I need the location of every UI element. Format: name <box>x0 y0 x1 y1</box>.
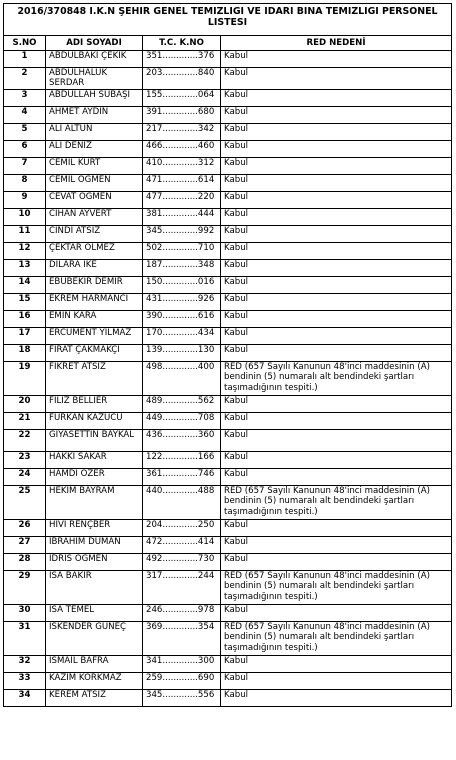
row-number: 14 <box>4 277 46 294</box>
table-row <box>4 90 452 107</box>
tc-number: 155.............064 <box>143 90 221 107</box>
red-reason: Kabul <box>221 175 452 192</box>
red-reason: Kabul <box>221 158 452 175</box>
row-number: 4 <box>4 107 46 124</box>
person-name: FIRAT ÇAKMAKÇI <box>46 345 143 362</box>
header-name: ADI SOYADI <box>46 36 143 51</box>
tc-number: 341.............300 <box>143 656 221 673</box>
person-name: CİNDİ ATSIZ <box>46 226 143 243</box>
tc-number: 203.............840 <box>143 68 221 90</box>
tc-number: 139.............130 <box>143 345 221 362</box>
tc-number: 187.............348 <box>143 260 221 277</box>
tc-number: 150.............016 <box>143 277 221 294</box>
tc-number: 345.............992 <box>143 226 221 243</box>
table-row <box>4 226 452 243</box>
person-name: ÇEKTAR ÖLMEZ <box>46 243 143 260</box>
tc-number: 217.............342 <box>143 124 221 141</box>
red-reason: Kabul <box>221 520 452 537</box>
table-row <box>4 469 452 486</box>
tc-number: 122.............166 <box>143 452 221 469</box>
table-row <box>4 486 452 520</box>
red-reason: Kabul <box>221 107 452 124</box>
table-row <box>4 605 452 622</box>
person-name: HAMDİ ÖZER <box>46 469 143 486</box>
table-row <box>4 260 452 277</box>
tc-number: 317.............244 <box>143 571 221 605</box>
person-name: ALİ DENİZ <box>46 141 143 158</box>
red-reason: Kabul <box>221 68 452 90</box>
tc-number: 492.............730 <box>143 554 221 571</box>
row-number: 13 <box>4 260 46 277</box>
tc-number: 391.............680 <box>143 107 221 124</box>
row-number: 8 <box>4 175 46 192</box>
row-number: 33 <box>4 673 46 690</box>
personnel-table <box>3 3 452 707</box>
red-reason: Kabul <box>221 294 452 311</box>
person-name: FİLİZ BELLİER <box>46 396 143 413</box>
row-number: 5 <box>4 124 46 141</box>
tc-number: 471.............614 <box>143 175 221 192</box>
table-row <box>4 311 452 328</box>
row-number: 16 <box>4 311 46 328</box>
person-name: HEKİM BAYRAM <box>46 486 143 520</box>
table-row <box>4 124 452 141</box>
table-row <box>4 571 452 605</box>
row-number: 30 <box>4 605 46 622</box>
row-number: 32 <box>4 656 46 673</box>
table-title: 2016/370848 I.K.N ŞEHIR GENEL TEMIZLIGI VE IDARI BINA TEMIZLIGI PERSONEL LISTESI <box>4 4 452 36</box>
table-row <box>4 158 452 175</box>
red-reason: Kabul <box>221 430 452 452</box>
person-name: FİKRET ATSIZ <box>46 362 143 396</box>
person-name: EMİN KARA <box>46 311 143 328</box>
row-number: 22 <box>4 430 46 452</box>
red-reason: Kabul <box>221 124 452 141</box>
person-name: İSKENDER GÜNEÇ <box>46 622 143 656</box>
tc-number: 361.............746 <box>143 469 221 486</box>
person-name: ABDULLAH SUBAŞI <box>46 90 143 107</box>
person-name: HAKKI SAKAR <box>46 452 143 469</box>
person-name: İBRAHİM DUMAN <box>46 537 143 554</box>
red-reason: Kabul <box>221 452 452 469</box>
tc-number: 436.............360 <box>143 430 221 452</box>
table-row <box>4 345 452 362</box>
header-reason: RED NEDENİ <box>221 36 452 51</box>
row-number: 18 <box>4 345 46 362</box>
header-tc: T.C. K.NO <box>143 36 221 51</box>
table-row <box>4 554 452 571</box>
person-name: İSA BAKIR <box>46 571 143 605</box>
tc-number: 498.............400 <box>143 362 221 396</box>
tc-number: 449.............708 <box>143 413 221 430</box>
person-name: CEMİL KURT <box>46 158 143 175</box>
table-row <box>4 175 452 192</box>
person-name: ABDULHALUK SERDAR <box>46 68 143 90</box>
person-name: KAZIM KORKMAZ <box>46 673 143 690</box>
red-reason: Kabul <box>221 605 452 622</box>
red-reason: Kabul <box>221 673 452 690</box>
row-number: 27 <box>4 537 46 554</box>
person-name: HİVİ RENÇBER <box>46 520 143 537</box>
table-row <box>4 209 452 226</box>
row-number: 7 <box>4 158 46 175</box>
tc-number: 259.............690 <box>143 673 221 690</box>
red-reason: Kabul <box>221 396 452 413</box>
red-reason: Kabul <box>221 469 452 486</box>
person-name: GIYASETTİN BAYKAL <box>46 430 143 452</box>
table-row <box>4 520 452 537</box>
person-name: CEMİL ÖĞMEN <box>46 175 143 192</box>
table-row <box>4 107 452 124</box>
row-number: 28 <box>4 554 46 571</box>
table-row <box>4 277 452 294</box>
table-row <box>4 243 452 260</box>
table-row <box>4 51 452 68</box>
red-reason: Kabul <box>221 328 452 345</box>
tc-number: 466.............460 <box>143 141 221 158</box>
tc-number: 440.............488 <box>143 486 221 520</box>
table-row <box>4 413 452 430</box>
red-reason: Kabul <box>221 311 452 328</box>
table-row <box>4 396 452 413</box>
tc-number: 472.............414 <box>143 537 221 554</box>
person-name: İDRİS ÖĞMEN <box>46 554 143 571</box>
red-reason: Kabul <box>221 209 452 226</box>
table-row <box>4 656 452 673</box>
row-number: 12 <box>4 243 46 260</box>
table-body <box>4 51 452 707</box>
table-row <box>4 294 452 311</box>
table-row <box>4 673 452 690</box>
table-row <box>4 622 452 656</box>
row-number: 31 <box>4 622 46 656</box>
table-row <box>4 68 452 90</box>
table-row <box>4 430 452 452</box>
tc-number: 170.............434 <box>143 328 221 345</box>
person-name: İSA TEMEL <box>46 605 143 622</box>
row-number: 10 <box>4 209 46 226</box>
row-number: 29 <box>4 571 46 605</box>
red-reason: RED (657 Sayılı Kanunun 48'inci maddesinin (A) bendinin (5) numaralı alt bendindeki şartları taşımadığının tespiti.) <box>221 622 452 656</box>
red-reason: Kabul <box>221 90 452 107</box>
row-number: 20 <box>4 396 46 413</box>
header-sno: S.NO <box>4 36 46 51</box>
red-reason: Kabul <box>221 345 452 362</box>
row-number: 2 <box>4 68 46 90</box>
person-name: CİHAN AYVERT <box>46 209 143 226</box>
red-reason: RED (657 Sayılı Kanunun 48'inci maddesinin (A) bendinin (5) numaralı alt bendindeki şartları taşımadığının tespiti.) <box>221 362 452 396</box>
row-number: 34 <box>4 690 46 707</box>
person-name: ALİ ALTUN <box>46 124 143 141</box>
red-reason: Kabul <box>221 656 452 673</box>
tc-number: 410.............312 <box>143 158 221 175</box>
table-row <box>4 452 452 469</box>
table-row <box>4 192 452 209</box>
person-name: AHMET AYDIN <box>46 107 143 124</box>
tc-number: 345.............556 <box>143 690 221 707</box>
table-row <box>4 328 452 345</box>
tc-number: 381.............444 <box>143 209 221 226</box>
tc-number: 390.............616 <box>143 311 221 328</box>
table-row <box>4 690 452 707</box>
row-number: 6 <box>4 141 46 158</box>
tc-number: 489.............562 <box>143 396 221 413</box>
document-page <box>3 3 451 707</box>
person-name: ABDULBAKİ ÇEKİK <box>46 51 143 68</box>
row-number: 19 <box>4 362 46 396</box>
red-reason: Kabul <box>221 690 452 707</box>
red-reason: RED (657 Sayılı Kanunun 48'inci maddesinin (A) bendinin (5) numaralı alt bendindeki şartları taşımadığının tespiti.) <box>221 486 452 520</box>
row-number: 1 <box>4 51 46 68</box>
row-number: 9 <box>4 192 46 209</box>
person-name: CEVAT ÖĞMEN <box>46 192 143 209</box>
red-reason: Kabul <box>221 554 452 571</box>
table-row <box>4 141 452 158</box>
person-name: ERCÜMENT YILMAZ <box>46 328 143 345</box>
row-number: 21 <box>4 413 46 430</box>
row-number: 23 <box>4 452 46 469</box>
header-row <box>4 36 452 51</box>
person-name: KEREM ATSIZ <box>46 690 143 707</box>
tc-number: 246.............978 <box>143 605 221 622</box>
row-number: 17 <box>4 328 46 345</box>
red-reason: Kabul <box>221 537 452 554</box>
person-name: EBUBEKİR DEMİR <box>46 277 143 294</box>
table-row <box>4 362 452 396</box>
row-number: 25 <box>4 486 46 520</box>
row-number: 15 <box>4 294 46 311</box>
tc-number: 477.............220 <box>143 192 221 209</box>
tc-number: 204.............250 <box>143 520 221 537</box>
red-reason: Kabul <box>221 51 452 68</box>
table-row <box>4 537 452 554</box>
person-name: EKREM HARMANCI <box>46 294 143 311</box>
tc-number: 369.............354 <box>143 622 221 656</box>
red-reason: Kabul <box>221 226 452 243</box>
person-name: FURKAN KAZUCU <box>46 413 143 430</box>
tc-number: 351.............376 <box>143 51 221 68</box>
red-reason: Kabul <box>221 277 452 294</box>
red-reason: Kabul <box>221 243 452 260</box>
row-number: 3 <box>4 90 46 107</box>
tc-number: 502.............710 <box>143 243 221 260</box>
red-reason: RED (657 Sayılı Kanunun 48'inci maddesinin (A) bendinin (5) numaralı alt bendindeki şartları taşımadığının tespiti.) <box>221 571 452 605</box>
tc-number: 431.............926 <box>143 294 221 311</box>
person-name: DİLARA İKE <box>46 260 143 277</box>
red-reason: Kabul <box>221 192 452 209</box>
row-number: 11 <box>4 226 46 243</box>
red-reason: Kabul <box>221 260 452 277</box>
row-number: 26 <box>4 520 46 537</box>
row-number: 24 <box>4 469 46 486</box>
red-reason: Kabul <box>221 413 452 430</box>
person-name: İSMAİL BAFRA <box>46 656 143 673</box>
red-reason: Kabul <box>221 141 452 158</box>
